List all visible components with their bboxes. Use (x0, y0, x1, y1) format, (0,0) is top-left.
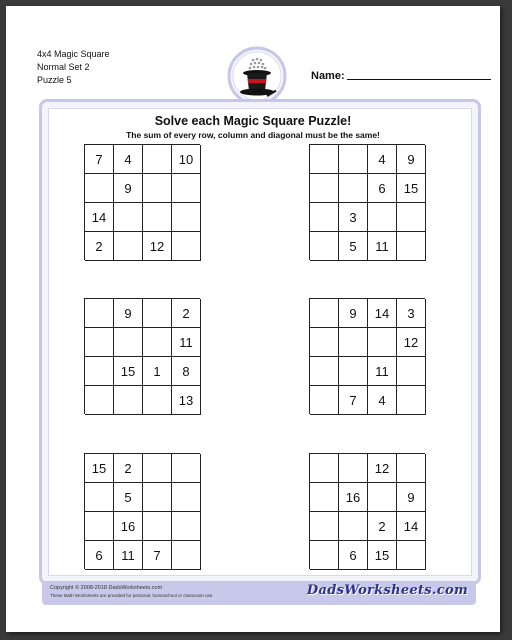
meta-line-type: 4x4 Magic Square (37, 49, 110, 59)
magic-hat-icon (227, 46, 287, 106)
square-cell[interactable]: 14 (85, 203, 114, 232)
square-cell[interactable]: 9 (397, 483, 426, 512)
magic-square-5 (84, 453, 200, 569)
square-cell[interactable] (85, 483, 114, 512)
square-cell[interactable]: 3 (397, 299, 426, 328)
square-cell[interactable]: 4 (368, 386, 397, 415)
square-cell[interactable]: 2 (368, 512, 397, 541)
square-cell[interactable] (114, 232, 143, 261)
square-cell[interactable] (397, 454, 426, 483)
square-cell[interactable] (143, 512, 172, 541)
square-cell[interactable] (310, 541, 339, 570)
square-cell[interactable] (114, 386, 143, 415)
magic-square-2 (309, 144, 425, 260)
square-cell[interactable] (85, 386, 114, 415)
instructions-subtitle: The sum of every row, column and diagonal must be the same! (126, 130, 380, 140)
square-cell[interactable] (143, 299, 172, 328)
square-cell[interactable] (143, 454, 172, 483)
square-cell[interactable]: 3 (339, 203, 368, 232)
square-cell[interactable]: 9 (397, 145, 426, 174)
square-cell[interactable] (85, 357, 114, 386)
square-cell[interactable] (339, 328, 368, 357)
square-cell[interactable]: 4 (114, 145, 143, 174)
square-cell[interactable] (143, 386, 172, 415)
square-cell[interactable] (310, 174, 339, 203)
square-cell[interactable] (85, 299, 114, 328)
square-cell[interactable]: 6 (368, 174, 397, 203)
square-cell[interactable]: 12 (397, 328, 426, 357)
square-cell[interactable] (143, 174, 172, 203)
square-cell[interactable] (339, 145, 368, 174)
square-cell[interactable] (114, 328, 143, 357)
square-cell[interactable]: 2 (172, 299, 201, 328)
square-cell[interactable]: 5 (114, 483, 143, 512)
square-cell[interactable] (310, 145, 339, 174)
copyright-text: Copyright © 2008-2018 DadsWorksheets.com (50, 585, 163, 591)
square-cell[interactable] (310, 386, 339, 415)
square-cell[interactable]: 9 (114, 174, 143, 203)
magic-square-4 (309, 298, 425, 414)
square-cell[interactable] (339, 357, 368, 386)
square-cell[interactable] (339, 454, 368, 483)
square-cell[interactable] (85, 174, 114, 203)
square-cell[interactable]: 16 (114, 512, 143, 541)
square-cell[interactable] (397, 232, 426, 261)
square-cell[interactable] (397, 541, 426, 570)
square-cell[interactable]: 16 (339, 483, 368, 512)
square-cell[interactable]: 7 (85, 145, 114, 174)
square-cell[interactable] (172, 483, 201, 512)
square-cell[interactable] (368, 483, 397, 512)
square-cell[interactable] (143, 328, 172, 357)
square-cell[interactable] (172, 203, 201, 232)
square-cell[interactable]: 8 (172, 357, 201, 386)
name-field[interactable] (311, 70, 491, 82)
square-cell[interactable]: 5 (339, 232, 368, 261)
square-cell[interactable]: 15 (368, 541, 397, 570)
name-line[interactable] (347, 79, 491, 80)
square-cell[interactable] (310, 483, 339, 512)
name-label: Name: (311, 70, 345, 82)
dadsworksheets-logo[interactable]: DadsWorksheets.com (306, 583, 468, 598)
square-cell[interactable]: 7 (143, 541, 172, 570)
square-cell[interactable]: 9 (339, 299, 368, 328)
square-cell[interactable] (310, 454, 339, 483)
square-cell[interactable]: 12 (368, 454, 397, 483)
square-cell[interactable]: 6 (339, 541, 368, 570)
usage-text: These Math Worksheets are provided for personal, homeschool or classroom use. (50, 593, 214, 598)
square-cell[interactable] (368, 203, 397, 232)
square-cell[interactable] (172, 512, 201, 541)
square-cell[interactable]: 15 (397, 174, 426, 203)
square-cell[interactable] (310, 299, 339, 328)
square-cell[interactable]: 11 (368, 357, 397, 386)
square-cell[interactable]: 1 (143, 357, 172, 386)
worksheet-page (6, 6, 500, 632)
square-cell[interactable] (85, 328, 114, 357)
square-cell[interactable] (172, 174, 201, 203)
square-cell[interactable]: 11 (368, 232, 397, 261)
square-cell[interactable]: 14 (397, 512, 426, 541)
square-cell[interactable]: 15 (85, 454, 114, 483)
square-cell[interactable]: 13 (172, 386, 201, 415)
square-cell[interactable] (114, 203, 143, 232)
square-cell[interactable]: 12 (143, 232, 172, 261)
square-cell[interactable] (85, 512, 114, 541)
square-cell[interactable]: 10 (172, 145, 201, 174)
magic-square-6 (309, 453, 425, 569)
square-cell[interactable]: 9 (114, 299, 143, 328)
square-cell[interactable]: 7 (339, 386, 368, 415)
meta-line-puzzle: Puzzle 5 (37, 75, 72, 85)
square-cell[interactable]: 15 (114, 357, 143, 386)
square-cell[interactable] (310, 328, 339, 357)
square-cell[interactable]: 6 (85, 541, 114, 570)
square-cell[interactable] (172, 541, 201, 570)
square-cell[interactable] (143, 483, 172, 512)
square-cell[interactable] (397, 203, 426, 232)
square-cell[interactable]: 4 (368, 145, 397, 174)
square-cell[interactable] (310, 232, 339, 261)
meta-line-set: Normal Set 2 (37, 62, 90, 72)
worksheet-meta (37, 48, 110, 87)
square-cell[interactable] (172, 454, 201, 483)
square-cell[interactable] (172, 232, 201, 261)
square-cell[interactable]: 2 (114, 454, 143, 483)
square-cell[interactable] (310, 203, 339, 232)
square-cell[interactable] (339, 174, 368, 203)
square-cell[interactable] (339, 512, 368, 541)
magic-square-1 (84, 144, 200, 260)
square-cell[interactable] (397, 386, 426, 415)
square-cell[interactable] (143, 145, 172, 174)
square-cell[interactable]: 11 (114, 541, 143, 570)
magic-square-3 (84, 298, 200, 414)
square-cell[interactable]: 2 (85, 232, 114, 261)
square-cell[interactable] (397, 357, 426, 386)
square-cell[interactable] (368, 328, 397, 357)
square-cell[interactable]: 11 (172, 328, 201, 357)
square-cell[interactable]: 14 (368, 299, 397, 328)
square-cell[interactable] (143, 203, 172, 232)
square-cell[interactable] (310, 357, 339, 386)
square-cell[interactable] (310, 512, 339, 541)
footer-bar (42, 581, 476, 605)
instructions-title: Solve each Magic Square Puzzle! (154, 114, 352, 128)
